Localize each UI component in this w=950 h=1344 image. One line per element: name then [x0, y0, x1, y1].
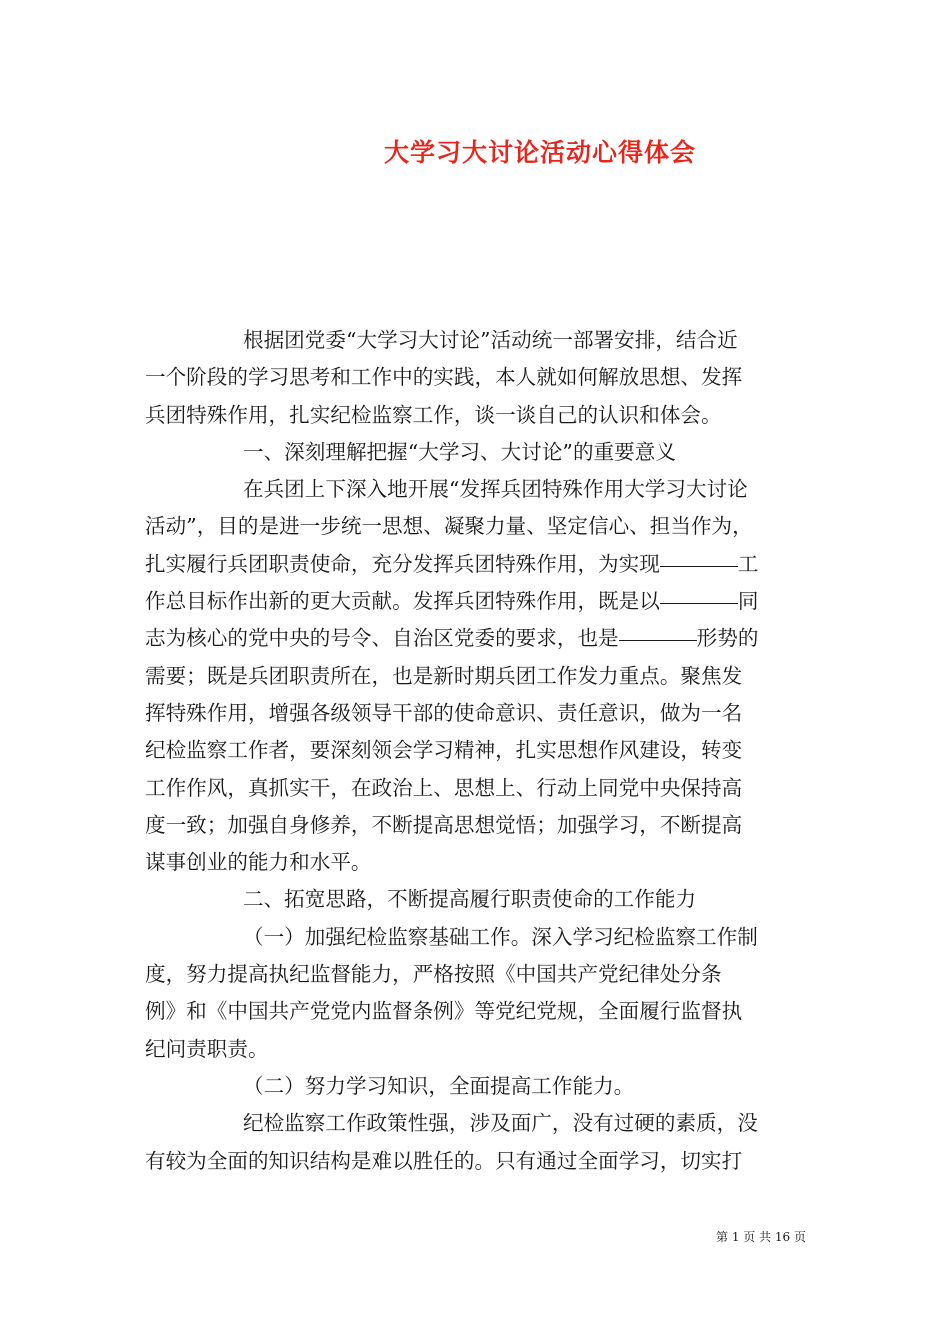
document-body: [145, 322, 810, 1180]
text-line: 纪检监察工作政策性强，涉及面广，没有过硬的素质，没: [243, 1111, 758, 1136]
blank-underline: [660, 602, 738, 604]
document-title: 大学习大讨论活动心得体会: [383, 138, 696, 167]
subsection-heading-1: （一）加强纪检监察基础工作。深入学习纪检监察工作制: [243, 924, 758, 949]
text-line: 例》和《中国共产党党内监督条例》等党纪党规，全面履行监督执: [145, 999, 743, 1024]
text-line: [145, 620, 810, 657]
blank-underline: [660, 565, 738, 567]
page-number: 第 1 页 共 16 页: [716, 1230, 806, 1244]
section-heading-2: 二、拓宽思路，不断提高履行职责使命的工作能力: [243, 887, 697, 912]
text-line: 纪检监察工作者，要深刻领会学习精神，扎实思想作风建设，转变: [145, 738, 743, 763]
text-segment: 扎实履行兵团职责使命，充分发挥兵团特殊作用，为实现: [145, 551, 660, 576]
text-line: 谋事创业的能力和水平。: [145, 850, 372, 875]
text-segment: 作总目标作出新的更大贡献。发挥兵团特殊作用，既是以: [145, 589, 660, 614]
blank-underline: [619, 639, 697, 641]
text-line: 度，努力提高执纪监督能力，严格按照《中国共产党纪律处分条: [145, 962, 722, 987]
text-segment: 工: [737, 551, 759, 576]
text-segment: 志为核心的党中央的号令、自治区党委的要求，也是: [145, 626, 619, 651]
text-line: 兵团特殊作用，扎实纪检监察工作，谈一谈自己的认识和体会。: [145, 402, 722, 427]
text-line: 纪问责职责。: [145, 1036, 269, 1061]
text-segment: 形势的: [696, 626, 759, 651]
text-line: 活动”，目的是进一步统一思想、凝聚力量、坚定信心、担当作为，: [145, 514, 753, 539]
section-heading-1: 一、深刻理解把握“大学习、大讨论”的重要意义: [243, 439, 676, 464]
text-line: 需要；既是兵团职责所在，也是新时期兵团工作发力重点。聚焦发: [145, 663, 743, 688]
text-segment: 同: [737, 589, 759, 614]
text-line: 度一致；加强自身修养，不断提高思想觉悟；加强学习，不断提高: [145, 812, 743, 837]
text-line: [145, 583, 810, 620]
text-line: 工作作风，真抓实干，在政治上、思想上、行动上同党中央保持高: [145, 775, 743, 800]
text-line: 在兵团上下深入地开展“发挥兵团特殊作用大学习大讨论: [243, 477, 748, 502]
text-line: 一个阶段的学习思考和工作中的实践，本人就如何解放思想、发挥: [145, 365, 743, 390]
text-line: 挥特殊作用，增强各级领导干部的使命意识、责任意识，做为一名: [145, 700, 743, 725]
subsection-heading-2: （二）努力学习知识，全面提高工作能力。: [243, 1073, 635, 1098]
text-line: 有较为全面的知识结构是难以胜任的。只有通过全面学习，切实打: [145, 1148, 743, 1173]
text-line: [145, 546, 810, 583]
text-line: 根据团党委“大学习大讨论”活动统一部署安排，结合近: [243, 328, 738, 352]
